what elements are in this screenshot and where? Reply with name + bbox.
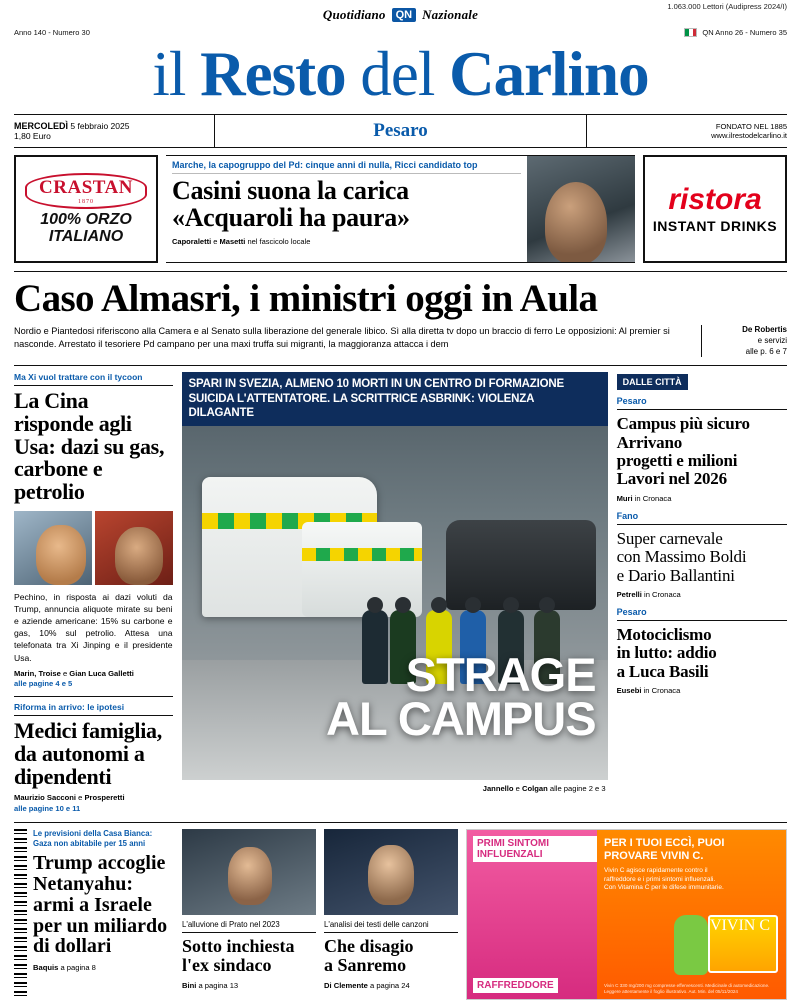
ad-vivin-footer: Vivin C 330 mg/200 mg compresse effervescenti. Medicinale di automedicazione. Leggere attentamente il foglio illustrativo. Aut. Min. del 05/11/2024 — [604, 983, 770, 995]
right-headline-1 — [617, 415, 787, 488]
issue-right: QN Anno 26 - Numero 35 — [702, 28, 787, 37]
lead-overlay-line2: AL CAMPUS — [326, 691, 596, 745]
bottom-cell-2-credit — [324, 981, 458, 990]
right-credit-3-tail: in Cronaca — [641, 685, 681, 695]
teaser-kicker: Marche, la capogruppo del Pd: cinque anni di nulla, Ricci candidato top — [172, 160, 521, 174]
bottom-cell-2-kicker: L'analisi dei testi delle canzoni — [324, 920, 458, 933]
issue-bar — [14, 22, 787, 37]
left-credit-2-pages: alle pagine 10 e 11 — [14, 803, 81, 813]
lead-banner-line2: SUICIDA L'ATTENTATORE. LA SCRITTRICE ASBRINK: VIOLENZA DILAGANTE — [188, 392, 534, 420]
section-label-dalle-citta: DALLE CITTÀ — [617, 374, 688, 390]
right-headline-2-l1: Super carnevale — [616, 528, 723, 548]
right-headline-2 — [617, 530, 787, 585]
right-kicker-2: Fano — [616, 510, 639, 521]
bottom-row — [14, 822, 787, 1000]
main-byline-name: De Robertis — [742, 325, 787, 334]
left-credit-2-name2: Prosperetti — [84, 793, 125, 803]
ad-vivin-product-box: VIVIN C — [708, 915, 778, 973]
vivin-mascot-icon — [674, 915, 708, 975]
police-car — [446, 520, 596, 610]
left-credit-2 — [14, 793, 173, 814]
lead-credit-a: Jannello — [482, 784, 514, 794]
ad-vivin-body: Vivin C agisce rapidamente contro il raffreddore e i primi sintomi influenzali. Con Vitamina C per le difese immunitarie. — [604, 867, 724, 892]
bottom-cell-2[interactable] — [324, 829, 458, 1000]
main-subtitle: Nordio e Piantedosi riferiscono alla Camera e al Senato sulla liberazione del generale libico. Sì alla diretta tv dopo un braccio di ferro Le opposizioni: Al premier si nasconde. Arrestato il tesoriere Pd campano per una maxi truffa sui migranti, la maggioranza attacca i dem — [14, 326, 670, 350]
left-credit-1-mid: e — [60, 668, 70, 678]
left-kicker-1: Ma Xi vuol trattare con il tycoon — [14, 372, 173, 386]
right-item-2[interactable] — [617, 511, 787, 599]
left-credit-1-name2: Gian Luca Galletti — [69, 668, 134, 678]
lead-banner-line1: SPARI IN SVEZIA, ALMENO 10 MORTI IN UN CENTRO DI FORMAZIONE — [188, 378, 564, 391]
columns-area — [14, 365, 787, 813]
crastan-line2: ITALIANO — [48, 227, 124, 245]
right-credit-2-name: Petrelli — [616, 589, 642, 599]
lead-credit — [182, 780, 608, 793]
bottom-cell-1-headline — [182, 937, 316, 975]
teaser-credit-tail: nel fascicolo locale — [245, 237, 311, 247]
right-headline-2-l3: e Dario Ballantini — [616, 565, 735, 585]
right-credit-3-name: Eusebi — [616, 685, 642, 695]
left-credit-2-mid: e — [76, 793, 85, 803]
nazionale-label: Nazionale — [422, 7, 479, 22]
left-credit-1 — [14, 669, 173, 690]
teaser-article[interactable] — [166, 155, 635, 263]
ad-vivin-left-bottom: RAFFREDDORE — [473, 978, 558, 993]
right-headline-1-l4: Lavori nel 2026 — [616, 469, 727, 489]
crastan-logo — [25, 173, 147, 209]
right-credit-1-name: Muri — [616, 493, 633, 503]
dateline-price: 1,80 Euro — [14, 131, 51, 141]
left-headline-1[interactable]: La Cina risponde agli Usa: dazi su gas, carbone e petrolio — [14, 388, 165, 505]
lead-overlay-line1: STRAGE — [405, 647, 596, 701]
ad-ristora[interactable] — [643, 155, 787, 263]
ad-vivin-left-panel — [467, 830, 597, 999]
right-item-1[interactable] — [617, 396, 787, 502]
masthead-title — [14, 37, 787, 114]
qn-logo: QN — [392, 8, 417, 22]
right-headline-1-l2: Arrivano — [616, 432, 683, 452]
top-strip — [14, 155, 787, 263]
teaser-photo — [527, 156, 635, 262]
masthead-part1: il — [152, 39, 201, 109]
dateline-day: MERCOLEDÌ — [14, 121, 68, 131]
lead-credit-mid: e — [513, 784, 522, 794]
teaser-credit-a: Caporaletti — [172, 237, 212, 247]
bottom-left-kicker-l2: Gaza non abitabile per 15 anni — [33, 838, 146, 848]
lead-photo[interactable] — [182, 372, 608, 780]
right-item-3[interactable] — [617, 607, 787, 695]
masthead-part4: Carlino — [449, 39, 649, 109]
right-kicker-3: Pesaro — [616, 606, 647, 617]
teaser-credit-mid: e — [211, 237, 220, 247]
bottom-cell-1-kicker: L'alluvione di Prato nel 2023 — [182, 920, 316, 933]
xi-jinping-photo — [95, 511, 173, 585]
readers-count: 1.063.000 Lettori (Audipress 2024/I) — [667, 2, 787, 11]
ad-vivin-c[interactable] — [466, 829, 787, 1000]
right-headline-3 — [617, 626, 787, 681]
right-headline-3-l2: in lutto: addio — [616, 643, 717, 663]
website-url[interactable]: www.ilrestodelcarlino.it — [711, 131, 787, 140]
left-credit-1-pages: alle pagine 4 e 5 — [14, 679, 73, 689]
dateline-bar — [14, 114, 787, 148]
main-byline-pages: alle p. 6 e 7 — [745, 346, 787, 356]
main-headline: Caso Almasri, i ministri oggi in Aula — [14, 277, 598, 320]
bottom-cell-1-head-l1: Sotto inchiesta — [182, 935, 295, 956]
right-column — [617, 372, 787, 813]
lead-credit-tail: alle pagine 2 e 3 — [547, 784, 606, 794]
teaser-headline-line2: «Acquaroli ha paura» — [172, 202, 410, 232]
italy-flag-icon — [684, 28, 697, 37]
masthead-part3: del — [345, 39, 450, 109]
bottom-left-credit-tail: a pagina 8 — [58, 963, 96, 973]
right-headline-3-l1: Motociclismo — [616, 624, 712, 644]
ristora-brand: ristora — [668, 182, 762, 216]
bottom-left-headline: Trump accoglie Netanyahu: armi a Israele per un miliardo di dollari — [33, 852, 168, 958]
bottom-left-kicker-l1: Le previsioni della Casa Bianca: — [33, 828, 153, 838]
right-headline-1-l1: Campus più sicuro — [616, 414, 750, 434]
left-body-1: Pechino, in risposta ai dazi voluti da Trump, annuncia aliquote mirate su beni e aziende americane: 15% su carbone e gas, 10% sul petrolio. Attesa una telefonata tra Xi Jinping e il presidente Usa. — [14, 591, 173, 663]
top-bar — [14, 0, 787, 22]
dateline-date: 5 febbraio 2025 — [70, 121, 130, 131]
bottom-cell-1[interactable] — [182, 829, 316, 1000]
ristora-sub: INSTANT DRINKS — [652, 217, 778, 234]
ad-vivin-right-panel — [597, 830, 786, 999]
ad-crastan[interactable] — [14, 155, 158, 263]
bottom-left-credit-name: Baquis — [33, 963, 59, 973]
right-headline-1-l3: progetti e milioni — [616, 451, 738, 471]
bottom-cell-1-head-l2: l'ex sindaco — [182, 954, 272, 975]
edition-name: Pesaro — [214, 115, 587, 147]
left-credit-1-names: Marin, Troise — [14, 668, 61, 678]
bottom-cell-1-credit — [182, 981, 316, 990]
bottom-cell-2-headline — [324, 937, 458, 975]
main-byline — [701, 325, 787, 357]
right-credit-3 — [617, 686, 787, 695]
right-headline-2-l2: con Massimo Boldi — [616, 547, 747, 567]
issue-left: Anno 140 - Numero 30 — [14, 28, 90, 37]
ex-sindaco-photo — [182, 829, 316, 915]
crastan-year: 1870 — [78, 198, 94, 205]
main-headline-block[interactable] — [14, 271, 787, 357]
bottom-cell-1-credit-tail: a pagina 13 — [196, 980, 239, 990]
quotidiano-label: Quotidiano — [322, 7, 386, 22]
lead-overlay-title — [326, 647, 596, 745]
dateline-left — [14, 115, 214, 147]
ad-vivin-left-top: PRIMI SINTOMI INFLUENZALI — [473, 836, 597, 862]
left-photo-pair — [14, 511, 173, 585]
right-kicker-1: Pesaro — [616, 396, 647, 407]
bottom-cell-2-credit-tail: a pagina 24 — [367, 980, 410, 990]
left-credit-2-names: Maurizio Sacconi — [14, 793, 77, 803]
right-credit-2 — [617, 590, 787, 599]
teaser-headline-line1: Casini suona la carica — [172, 176, 409, 205]
right-credit-1 — [617, 494, 787, 503]
left-column — [14, 372, 173, 813]
center-column — [182, 372, 608, 813]
lead-banner — [182, 372, 608, 425]
bottom-cell-2-head-l2: a Sanremo — [324, 954, 407, 975]
sanremo-photo — [324, 829, 458, 915]
right-credit-1-tail: in Cronaca — [632, 493, 672, 503]
main-byline-line2: e servizi — [757, 335, 787, 345]
crastan-brand: CRASTAN — [39, 176, 133, 198]
teaser-credit-b: Masetti — [219, 237, 246, 247]
right-headline-3-l3: a Luca Basili — [616, 661, 709, 681]
crastan-line1: 100% ORZO — [40, 210, 132, 228]
bottom-cell-1-credit-name: Bini — [182, 980, 197, 990]
barcode — [14, 829, 27, 1000]
right-credit-2-tail: in Cronaca — [641, 589, 681, 599]
bottom-cell-2-credit-name: Di Clemente — [324, 980, 368, 990]
dateline-right — [587, 115, 787, 147]
lead-credit-b: Colgan — [522, 784, 548, 794]
founded-label: FONDATO NEL 1885 — [715, 122, 787, 131]
bottom-cell-2-head-l1: Che disagio — [324, 935, 414, 956]
ad-vivin-headline: PER I TUOI ECCÌ, PUOI PROVARE VIVIN C. — [604, 836, 725, 862]
trump-photo — [14, 511, 92, 585]
left-headline-2[interactable]: Medici famiglia, da autonomi a dipendenti — [14, 718, 162, 789]
masthead-part2: Resto — [200, 39, 346, 109]
bottom-left-article[interactable] — [14, 829, 174, 1000]
left-kicker-2: Riforma in arrivo: le ipotesi — [14, 702, 173, 716]
